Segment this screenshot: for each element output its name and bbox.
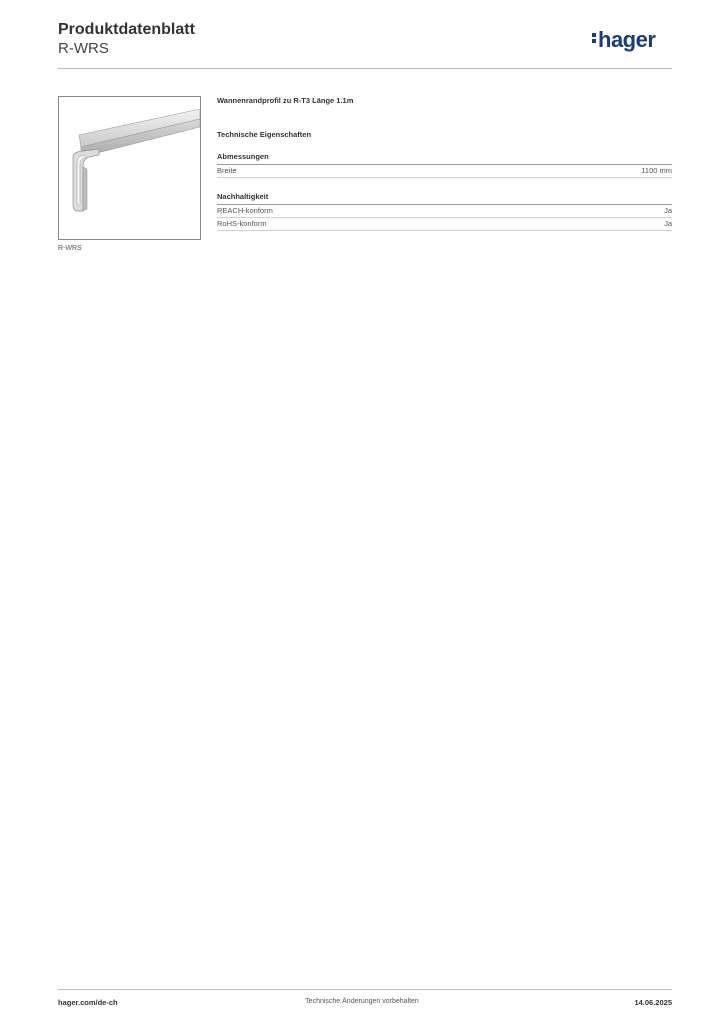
hager-logo [592, 27, 655, 53]
logo-dots-icon [592, 31, 597, 45]
property-value: Ja [664, 206, 672, 215]
footer-date: 14.06.2025 [634, 998, 672, 1007]
property-group-sustainability [217, 192, 672, 231]
section-title: Technische Eigenschaften [217, 130, 312, 139]
logo-text: hager [598, 27, 656, 52]
product-details [217, 96, 672, 231]
property-group-dimensions [217, 152, 672, 178]
property-label: REACH-konform [217, 206, 273, 215]
property-label: RoHS-konform [217, 219, 267, 228]
product-code: R-WRS [58, 40, 109, 57]
header-divider [58, 68, 672, 69]
profile-rail-icon [59, 97, 200, 239]
footer-divider [58, 989, 672, 990]
product-image [58, 96, 201, 240]
property-row [217, 218, 672, 231]
footer-website-link[interactable]: hager.com/de-ch [58, 998, 118, 1007]
document-title: Produktdatenblatt [58, 21, 195, 38]
property-row [217, 165, 672, 178]
property-label: Breite [217, 166, 237, 175]
property-value: 1100 mm [641, 166, 672, 175]
group-title: Abmessungen [217, 152, 672, 165]
property-value: Ja [664, 219, 672, 228]
image-caption: R-WRS [58, 245, 82, 252]
group-title: Nachhaltigkeit [217, 192, 672, 205]
product-description: Wannenrandprofil zu R-T3 Länge 1.1m [217, 96, 354, 105]
property-row [217, 205, 672, 218]
footer-notice: Technische Änderungen vorbehalten [305, 998, 419, 1005]
